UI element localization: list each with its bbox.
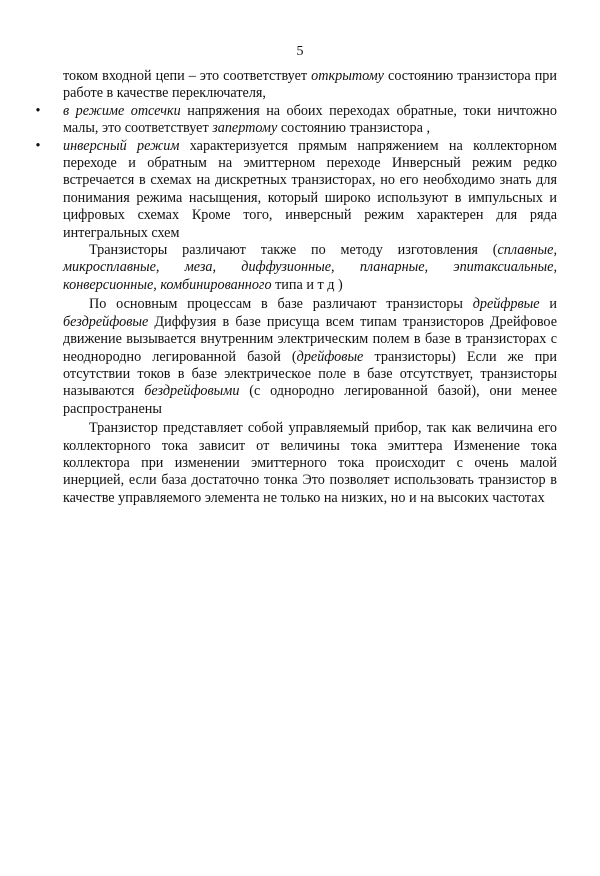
intro-continuation <box>63 68 557 103</box>
italic-term: сплавные, микросплавные, меза, диффузионные, планарные, эпитаксиальные, конверсионные, комбинированного <box>63 242 557 293</box>
italic-term: бездрейфовые <box>63 313 149 330</box>
page-number: 5 <box>296 44 304 59</box>
text-run: По основным процессам в базе различают транзисторы <box>89 296 473 313</box>
list-item-text <box>63 138 557 242</box>
paragraph-controlled-device: Транзистор представляет собой управляемый прибор, так как величина его коллекторного тока зависит от величины тока эмиттера Изменение тока коллектора при изменении эмиттерного тока происходит с очень малой инерцией, если база достаточно тонка Это позволяет использовать транзистор в качестве управляемого элемента не только на низких, но и на высоких частотах <box>63 420 557 506</box>
text-run: напряжения на обоих переходах обратные, токи ничтожно малы, это соответствует <box>63 102 557 137</box>
text-run: Транзисторы различают также по методу изготовления ( <box>89 242 498 259</box>
bullet-icon: • <box>35 102 41 119</box>
bullet-icon: • <box>35 137 41 154</box>
italic-term: бездрейфовыми <box>144 383 240 400</box>
text-run: состоянию транзистора , <box>277 120 431 137</box>
text-run: Диффузия в базе присуща всем типам транзисторов Дрейфовое движение вызывается внутренним электрическим полем в базе в транзисторах с неоднородно легированной базой ( <box>63 313 557 365</box>
text-run: характеризуется прямым напряжением на коллекторном переходе и обратным на эмиттерном переходе Инверсный режим редко встречается в схемах на дискретных транзисторах, но его необходимо знать для понимания режима насыщения, который широко используют в импульсных и цифровых схемах Кроме того, инверсный режим характерен для ряда интегральных схем <box>63 137 557 241</box>
text-run: состоянию транзистора при работе в качестве переключателя, <box>63 68 557 102</box>
text-run: типа и т д ) <box>271 276 343 293</box>
italic-term: открытому <box>311 68 384 84</box>
list-item-text <box>63 103 557 138</box>
paragraph-drift <box>63 296 557 418</box>
text-run: транзисторы) Если же при отсутствии токов в базе электрическое поле в базе отсутствует, транзисторы называются <box>63 348 557 400</box>
paragraph-manufacturing <box>63 242 557 294</box>
text-run: током входной цепи – это соответствует <box>63 68 312 84</box>
list-item-inverse-mode <box>35 137 557 242</box>
italic-term: дрейфрвые <box>472 296 540 313</box>
text-run: (с однородно легированной базой), они менее распространены <box>63 383 557 417</box>
text-run: и <box>539 296 557 313</box>
italic-term: инверсный режим <box>63 137 180 154</box>
italic-term: в режиме отсечки <box>63 102 181 119</box>
italic-term: дрейфовые <box>296 348 364 365</box>
italic-term: запертому <box>212 120 278 137</box>
body-text <box>35 68 557 507</box>
list-item-cutoff-mode <box>35 102 557 138</box>
